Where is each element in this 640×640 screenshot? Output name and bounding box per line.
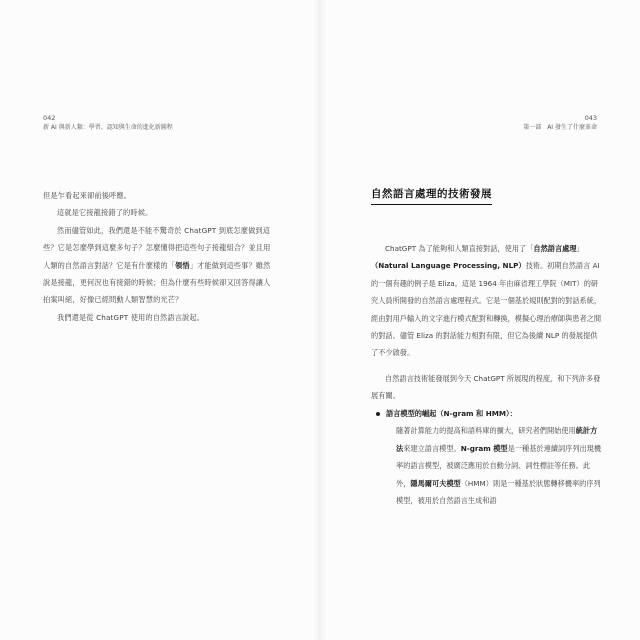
bullet-dot-icon	[376, 412, 380, 416]
text-run: 」才能做到這些事？雖然說是接龍，更何況也有接錯的時候；但為什麼有些時候卻又回答得讓人拍案叫絕，好像已經問動人類智慧的光芒？	[43, 260, 271, 305]
text-run: （HMM）則是一種基於狀態轉移機率的序列模型，被用於自然語言生成和語	[396, 478, 601, 506]
emphasis-run: （Natural Language Processing, NLP）	[371, 261, 526, 271]
text-run: 是一種基於連續詞序列出現機率的語言模型，被廣泛應用於自動分詞、詞性標註等任務。此外，	[396, 443, 602, 488]
left-body-text	[43, 187, 275, 326]
right-paragraph-1	[371, 240, 604, 362]
text-run: 」	[576, 244, 584, 253]
right-paragraph-2: 自然語言技術能發展到今天 ChatGPT 所展現的程度，和下列許多發展有關。	[371, 373, 601, 401]
book-gutter	[312, 0, 328, 640]
right-body-text	[371, 240, 604, 405]
bullet-heading-text: 語言模型的崛起（N-gram 和 HMM）：	[386, 409, 517, 418]
right-page	[320, 0, 640, 640]
right-page-number: 043	[584, 114, 597, 122]
left-paragraph-4: 我們還是從 ChatGPT 使用的自然語言說起。	[57, 312, 205, 322]
bullet-heading	[386, 405, 604, 422]
right-part-title: 第一部 AI 發生了什麼革命	[523, 124, 597, 131]
left-book-title: 新 AI 與新人類：學習、認知與生命的進化新圖程	[43, 124, 173, 131]
right-running-header	[523, 113, 597, 133]
emphasis-run: 隱馬爾可夫模型	[410, 478, 461, 488]
emphasis-run: 統計方法	[396, 426, 598, 453]
left-paragraph-3	[43, 222, 275, 309]
bullet-body	[396, 422, 604, 509]
left-running-header	[43, 113, 173, 133]
left-paragraph-1: 但是乍看起來卻前後呼應。	[43, 191, 132, 200]
bullet-item	[386, 405, 604, 509]
text-run: 然而儘管如此，我們還是不能不驚奇於 ChatGPT 到底怎麼做到這些？它是怎麼學到這麼多句子？怎麼懂得把這些句子接龍組合？並且用人類的自然語言對話？它是有什麼樣的「	[43, 225, 271, 270]
text-run: 來建立語言模型。	[403, 443, 461, 453]
emphasis-run: 自然語言處理	[533, 244, 577, 253]
left-paragraph-2: 這就是它接龍接錯了的時候。	[57, 208, 153, 218]
text-run: 技術。初期自然語言 AI 的一個有趣的例子是 Eliza。這是 1964 年由麻省理工學院（MIT）的研究人員所開發的自然語言處理程式。它是一個基於規則配對的對話系統，經由對用戶輸入的文字進行模式配對和轉換，模擬心理治療師與患者之間的對話。儘管 Eliza 的對話能力相對有限，但它為後續 NLP 的發展提供了不少啟發。	[371, 261, 602, 358]
emphasis-run: 領悟	[175, 260, 190, 270]
text-run: 隨著計算能力的提高和語料庫的擴大，研究者們開始使用	[396, 426, 576, 436]
text-run: ChatGPT 為了能夠和人類直接對話，使用了「	[385, 244, 534, 253]
left-page-number: 042	[43, 114, 56, 122]
emphasis-run: N-gram 模型	[460, 443, 508, 453]
section-title: 自然語言處理的技術發展	[371, 186, 492, 205]
